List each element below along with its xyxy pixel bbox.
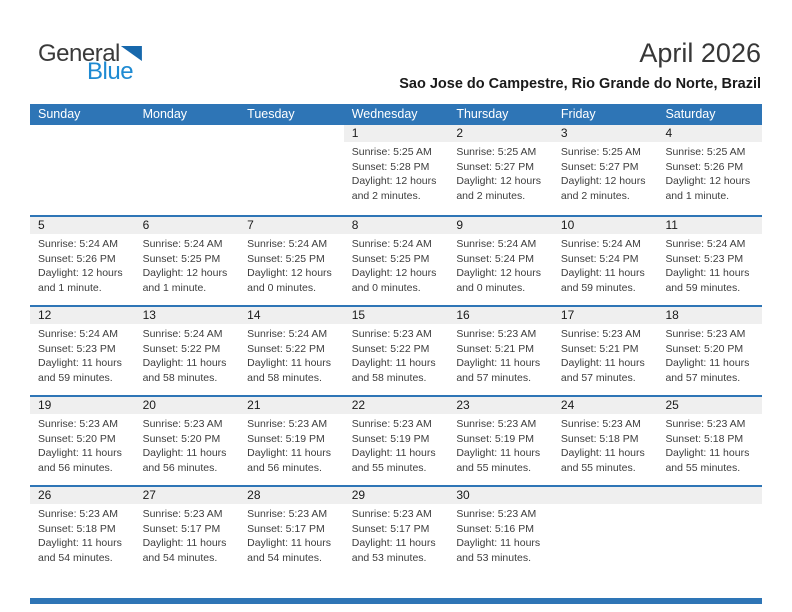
cell-text-line: Daylight: 11 hours <box>456 447 541 460</box>
day-cell <box>30 307 135 395</box>
day-number: 19 <box>30 397 135 414</box>
cell-text-line: Sunset: 5:27 PM <box>560 160 639 173</box>
weekday-header-row <box>30 104 762 125</box>
day-cell <box>657 487 762 575</box>
cell-text-line: Daylight: 11 hours <box>456 537 541 550</box>
cell-text-line: and 54 minutes. <box>247 551 322 564</box>
day-number <box>239 125 344 142</box>
day-cell <box>657 397 762 485</box>
cell-text-line: Sunset: 5:16 PM <box>456 522 534 535</box>
month-title: April 2026 <box>639 38 761 68</box>
day-number: 28 <box>239 487 344 504</box>
day-cell <box>344 397 449 485</box>
cell-text-line: Daylight: 11 hours <box>247 447 332 460</box>
cell-text-line: Sunset: 5:18 PM <box>560 432 639 445</box>
cell-text-line: Sunset: 5:18 PM <box>38 522 116 535</box>
day-details <box>344 142 449 203</box>
day-details <box>344 504 449 565</box>
cell-text-line: and 58 minutes. <box>351 371 427 384</box>
day-number: 8 <box>344 217 449 234</box>
day-details <box>448 414 553 475</box>
cell-text-line: and 57 minutes. <box>456 371 532 384</box>
cell-text-line: Daylight: 11 hours <box>38 537 122 550</box>
day-details <box>657 504 762 507</box>
day-cell <box>553 217 658 305</box>
weekday-header-sunday: Sunday <box>38 107 81 121</box>
day-details <box>239 142 344 145</box>
cell-text-line: and 55 minutes. <box>351 461 427 474</box>
cell-text-line: and 58 minutes. <box>247 371 322 384</box>
day-details <box>30 142 135 145</box>
day-cell <box>344 217 449 305</box>
cell-text-line: and 54 minutes. <box>38 551 113 564</box>
day-cell <box>448 217 553 305</box>
day-number: 24 <box>553 397 658 414</box>
cell-text-line: Sunrise: 5:23 AM <box>351 418 432 430</box>
cell-text-line: Daylight: 11 hours <box>142 447 227 460</box>
day-cell <box>239 487 344 575</box>
logo-text-general: General <box>38 40 120 67</box>
cell-text-line: and 0 minutes. <box>247 281 317 294</box>
cell-text-line: and 2 minutes. <box>351 189 421 202</box>
day-cell <box>239 217 344 305</box>
day-details <box>448 324 553 385</box>
week-row <box>30 215 762 305</box>
cell-text-line: Sunrise: 5:23 AM <box>351 328 432 340</box>
day-number: 9 <box>448 217 553 234</box>
general-blue-logo <box>38 42 142 84</box>
cell-text-line: and 2 minutes. <box>560 189 630 202</box>
weekday-header-wednesday: Wednesday <box>351 107 418 121</box>
cell-text-line: Sunset: 5:24 PM <box>456 252 534 265</box>
cell-text-line: Daylight: 11 hours <box>560 357 645 370</box>
day-number: 18 <box>657 307 762 324</box>
day-cell <box>135 307 240 395</box>
day-number: 15 <box>344 307 449 324</box>
day-number: 11 <box>657 217 762 234</box>
day-details <box>657 324 762 385</box>
cell-text-line: Daylight: 11 hours <box>247 537 332 550</box>
cell-text-line: and 53 minutes. <box>351 551 427 564</box>
cell-text-line: Sunset: 5:21 PM <box>560 342 639 355</box>
cell-text-line: Sunset: 5:27 PM <box>456 160 534 173</box>
day-cell <box>553 125 658 215</box>
cell-text-line: Sunrise: 5:24 AM <box>247 238 328 250</box>
day-number: 12 <box>30 307 135 324</box>
calendar-table <box>30 104 762 575</box>
cell-text-line: Sunset: 5:22 PM <box>351 342 430 355</box>
day-cell <box>239 397 344 485</box>
cell-text-line: Sunset: 5:19 PM <box>351 432 430 445</box>
cell-text-line: Sunrise: 5:23 AM <box>142 508 223 520</box>
cell-text-line: Sunrise: 5:24 AM <box>456 238 537 250</box>
cell-text-line: Daylight: 11 hours <box>142 537 227 550</box>
day-number <box>30 125 135 142</box>
cell-text-line: Sunrise: 5:23 AM <box>665 418 746 430</box>
day-details <box>553 414 658 475</box>
day-cell <box>239 125 344 215</box>
cell-text-line: Sunset: 5:20 PM <box>142 432 221 445</box>
cell-text-line: Daylight: 11 hours <box>351 357 436 370</box>
cell-text-line: Sunrise: 5:25 AM <box>665 146 746 158</box>
day-details <box>239 324 344 385</box>
day-number: 23 <box>448 397 553 414</box>
day-details <box>30 234 135 295</box>
week-row <box>30 305 762 395</box>
cell-text-line: Daylight: 12 hours <box>560 175 646 188</box>
cell-text-line: Daylight: 11 hours <box>560 447 645 460</box>
cell-text-line: Sunrise: 5:23 AM <box>142 418 223 430</box>
cell-text-line: Sunrise: 5:23 AM <box>247 418 328 430</box>
weekday-header-saturday: Saturday <box>665 107 716 121</box>
day-details <box>30 324 135 385</box>
day-cell <box>657 307 762 395</box>
cell-text-line: Sunrise: 5:23 AM <box>665 328 746 340</box>
cell-text-line: Daylight: 11 hours <box>247 357 332 370</box>
cell-text-line: Daylight: 12 hours <box>142 267 228 280</box>
day-details <box>30 414 135 475</box>
cell-text-line: and 54 minutes. <box>142 551 218 564</box>
cell-text-line: Daylight: 12 hours <box>351 175 437 188</box>
day-number: 2 <box>448 125 553 142</box>
cell-text-line: Daylight: 12 hours <box>351 267 437 280</box>
day-cell <box>239 307 344 395</box>
cell-text-line: Sunset: 5:22 PM <box>247 342 325 355</box>
day-cell <box>657 217 762 305</box>
cell-text-line: Daylight: 11 hours <box>456 357 541 370</box>
cell-text-line: Sunrise: 5:24 AM <box>351 238 432 250</box>
day-details <box>344 234 449 295</box>
cell-text-line: Sunset: 5:17 PM <box>142 522 221 535</box>
footer-accent-bar <box>30 598 762 604</box>
day-cell <box>448 307 553 395</box>
day-number: 10 <box>553 217 658 234</box>
cell-text-line: and 59 minutes. <box>560 281 636 294</box>
cell-text-line: Sunset: 5:25 PM <box>351 252 430 265</box>
day-number <box>657 487 762 504</box>
day-details <box>553 504 658 507</box>
day-details <box>448 504 553 565</box>
day-details <box>135 324 240 385</box>
day-number: 26 <box>30 487 135 504</box>
day-details <box>135 414 240 475</box>
cell-text-line: and 1 minute. <box>142 281 207 294</box>
day-cell <box>553 487 658 575</box>
day-details <box>448 234 553 295</box>
cell-text-line: Sunset: 5:17 PM <box>247 522 325 535</box>
logo-text-blue: Blue <box>87 58 134 85</box>
day-number: 6 <box>135 217 240 234</box>
day-details <box>553 142 658 203</box>
cell-text-line: and 1 minute. <box>665 189 730 202</box>
day-cell <box>30 125 135 215</box>
weekday-header-friday: Friday <box>560 107 596 121</box>
cell-text-line: and 55 minutes. <box>665 461 741 474</box>
cell-text-line: Sunset: 5:20 PM <box>665 342 744 355</box>
day-number: 17 <box>553 307 658 324</box>
day-details <box>553 234 658 295</box>
day-cell <box>553 307 658 395</box>
cell-text-line: Sunrise: 5:24 AM <box>142 328 223 340</box>
weekday-header-tuesday: Tuesday <box>247 107 295 121</box>
weekday-header-monday: Monday <box>142 107 188 121</box>
day-number: 21 <box>239 397 344 414</box>
cell-text-line: Daylight: 12 hours <box>247 267 332 280</box>
cell-text-line: and 55 minutes. <box>560 461 636 474</box>
day-number: 4 <box>657 125 762 142</box>
day-details <box>657 234 762 295</box>
cell-text-line: Daylight: 12 hours <box>456 175 541 188</box>
cell-text-line: and 59 minutes. <box>38 371 113 384</box>
cell-text-line: Sunset: 5:25 PM <box>142 252 221 265</box>
day-details <box>239 504 344 565</box>
header-titles <box>399 38 761 92</box>
cell-text-line: Sunrise: 5:24 AM <box>665 238 746 250</box>
cell-text-line: and 55 minutes. <box>456 461 532 474</box>
cell-text-line: Sunset: 5:25 PM <box>247 252 325 265</box>
week-row <box>30 395 762 485</box>
cell-text-line: Sunset: 5:20 PM <box>38 432 116 445</box>
day-cell <box>448 487 553 575</box>
cell-text-line: and 1 minute. <box>38 281 102 294</box>
day-cell <box>135 487 240 575</box>
cell-text-line: and 56 minutes. <box>142 461 218 474</box>
cell-text-line: Daylight: 12 hours <box>665 175 751 188</box>
cell-text-line: and 59 minutes. <box>665 281 741 294</box>
day-cell <box>448 125 553 215</box>
cell-text-line: Sunrise: 5:23 AM <box>247 508 328 520</box>
day-number: 25 <box>657 397 762 414</box>
day-details <box>135 504 240 565</box>
cell-text-line: and 0 minutes. <box>456 281 526 294</box>
day-cell <box>135 125 240 215</box>
cell-text-line: Sunrise: 5:23 AM <box>456 328 537 340</box>
cell-text-line: Sunset: 5:28 PM <box>351 160 430 173</box>
cell-text-line: Sunrise: 5:24 AM <box>247 328 328 340</box>
cell-text-line: Daylight: 11 hours <box>560 267 645 280</box>
cell-text-line: Sunset: 5:24 PM <box>560 252 639 265</box>
day-number <box>553 487 658 504</box>
cell-text-line: Sunset: 5:26 PM <box>665 160 744 173</box>
day-number: 16 <box>448 307 553 324</box>
cell-text-line: Daylight: 11 hours <box>351 447 436 460</box>
day-number: 1 <box>344 125 449 142</box>
cell-text-line: Sunset: 5:18 PM <box>665 432 744 445</box>
day-cell <box>135 217 240 305</box>
cell-text-line: Daylight: 11 hours <box>351 537 436 550</box>
cell-text-line: Daylight: 12 hours <box>456 267 541 280</box>
day-number <box>135 125 240 142</box>
cell-text-line: Sunrise: 5:24 AM <box>560 238 641 250</box>
day-number: 14 <box>239 307 344 324</box>
cell-text-line: Daylight: 11 hours <box>665 447 750 460</box>
cell-text-line: Daylight: 12 hours <box>38 267 123 280</box>
day-number: 29 <box>344 487 449 504</box>
day-details <box>135 142 240 145</box>
day-number: 7 <box>239 217 344 234</box>
weeks-container <box>30 125 762 575</box>
cell-text-line: and 57 minutes. <box>665 371 741 384</box>
cell-text-line: and 58 minutes. <box>142 371 218 384</box>
cell-text-line: Daylight: 11 hours <box>142 357 227 370</box>
day-details <box>135 234 240 295</box>
cell-text-line: Sunset: 5:21 PM <box>456 342 534 355</box>
cell-text-line: and 2 minutes. <box>456 189 526 202</box>
weekday-header-thursday: Thursday <box>456 107 509 121</box>
day-details <box>657 414 762 475</box>
cell-text-line: and 53 minutes. <box>456 551 532 564</box>
cell-text-line: Sunset: 5:22 PM <box>142 342 221 355</box>
day-details <box>30 504 135 565</box>
day-details <box>239 234 344 295</box>
day-cell <box>344 487 449 575</box>
day-number: 30 <box>448 487 553 504</box>
cell-text-line: Sunrise: 5:23 AM <box>38 418 118 430</box>
cell-text-line: Sunset: 5:23 PM <box>38 342 116 355</box>
cell-text-line: Sunset: 5:19 PM <box>247 432 325 445</box>
cell-text-line: Sunrise: 5:23 AM <box>351 508 432 520</box>
day-cell <box>657 125 762 215</box>
cell-text-line: Sunrise: 5:23 AM <box>560 418 641 430</box>
cell-text-line: Sunrise: 5:25 AM <box>456 146 537 158</box>
day-details <box>657 142 762 203</box>
day-cell <box>135 397 240 485</box>
cell-text-line: Daylight: 11 hours <box>38 447 122 460</box>
day-number: 20 <box>135 397 240 414</box>
day-details <box>448 142 553 203</box>
cell-text-line: Sunset: 5:26 PM <box>38 252 116 265</box>
day-number: 22 <box>344 397 449 414</box>
day-number: 5 <box>30 217 135 234</box>
cell-text-line: Sunset: 5:17 PM <box>351 522 430 535</box>
cell-text-line: Sunrise: 5:23 AM <box>456 418 537 430</box>
cell-text-line: and 0 minutes. <box>351 281 421 294</box>
cell-text-line: and 56 minutes. <box>38 461 113 474</box>
cell-text-line: Sunrise: 5:24 AM <box>38 328 118 340</box>
day-cell <box>344 307 449 395</box>
week-row <box>30 485 762 575</box>
day-details <box>344 324 449 385</box>
cell-text-line: Sunrise: 5:24 AM <box>142 238 223 250</box>
cell-text-line: Sunrise: 5:24 AM <box>38 238 118 250</box>
day-number: 27 <box>135 487 240 504</box>
cell-text-line: Sunrise: 5:23 AM <box>38 508 118 520</box>
cell-text-line: and 57 minutes. <box>560 371 636 384</box>
day-details <box>344 414 449 475</box>
cell-text-line: and 56 minutes. <box>247 461 322 474</box>
cell-text-line: Sunrise: 5:25 AM <box>351 146 432 158</box>
week-row <box>30 125 762 215</box>
day-cell <box>30 397 135 485</box>
day-details <box>239 414 344 475</box>
day-cell <box>30 487 135 575</box>
cell-text-line: Sunrise: 5:25 AM <box>560 146 641 158</box>
cell-text-line: Daylight: 11 hours <box>665 267 750 280</box>
day-details <box>553 324 658 385</box>
day-cell <box>344 125 449 215</box>
day-cell <box>30 217 135 305</box>
day-number: 3 <box>553 125 658 142</box>
cell-text-line: Sunrise: 5:23 AM <box>560 328 641 340</box>
day-number: 13 <box>135 307 240 324</box>
cell-text-line: Sunset: 5:19 PM <box>456 432 534 445</box>
day-cell <box>553 397 658 485</box>
location-subtitle: Sao Jose do Campestre, Rio Grande do Norte, Brazil <box>399 76 761 92</box>
cell-text-line: Daylight: 11 hours <box>665 357 750 370</box>
day-cell <box>448 397 553 485</box>
cell-text-line: Sunrise: 5:23 AM <box>456 508 537 520</box>
cell-text-line: Daylight: 11 hours <box>38 357 122 370</box>
cell-text-line: Sunset: 5:23 PM <box>665 252 744 265</box>
